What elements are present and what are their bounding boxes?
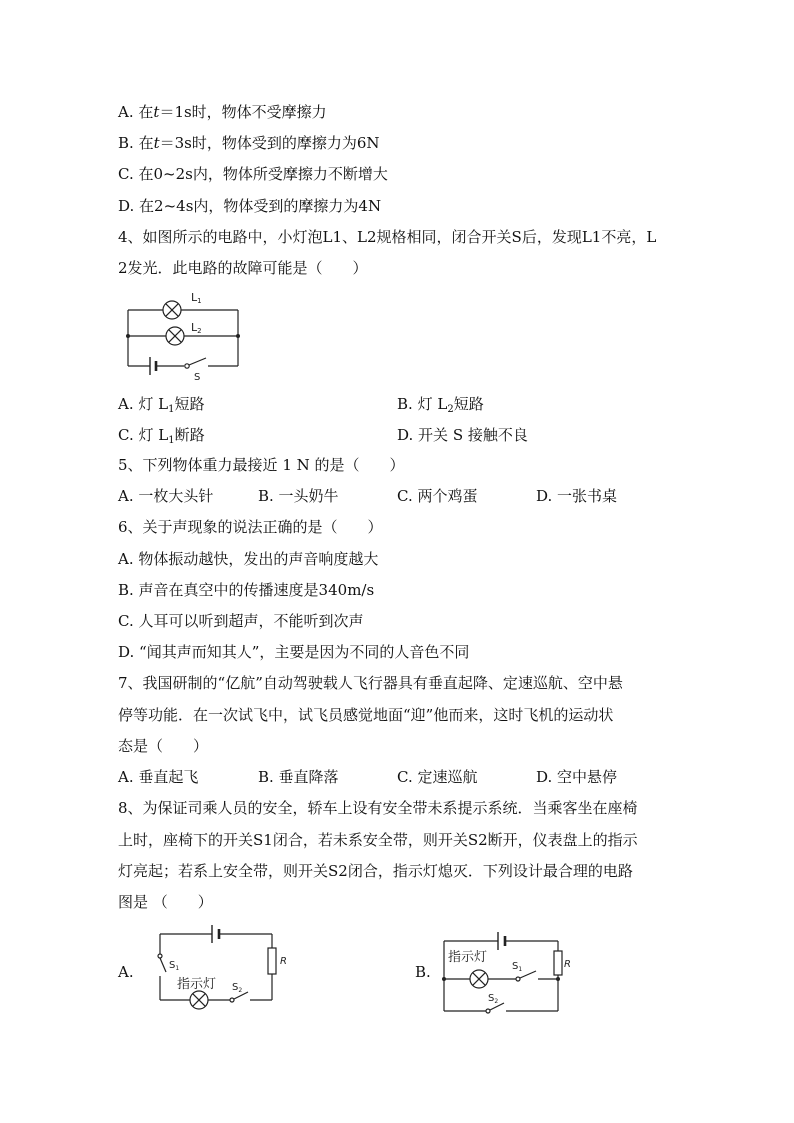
q6-option-a: A. 物体振动越快，发出的声音响度越大 xyxy=(118,550,379,568)
q8-stem-line3: 灯亮起；若系上安全带，则开关S2闭合，指示灯熄灭．下列设计最合理的电路 xyxy=(118,862,633,880)
q8-stem-line4: 图是 （ ） xyxy=(118,893,213,911)
svg-text:R: R xyxy=(564,959,571,970)
svg-text:S1: $S_1$ xyxy=(169,960,180,972)
q4-circuit-diagram xyxy=(118,286,248,382)
q6-option-c: C. 人耳可以听到超声，不能听到次声 xyxy=(118,612,364,630)
q7-option-d: D. 空中悬停 xyxy=(536,768,618,786)
svg-text:指示灯: 指示灯 xyxy=(448,950,488,965)
svg-text:指示灯: 指示灯 xyxy=(177,977,217,992)
svg-text:R: R xyxy=(280,956,287,967)
svg-text:L1: L1 xyxy=(191,291,202,305)
q4-stem-line1: 4、如图所示的电路中，小灯泡L1、L2规格相同，闭合开关S后，发现L1不亮，L xyxy=(118,228,657,246)
q6-stem: 6、关于声现象的说法正确的是（ ） xyxy=(118,518,383,536)
svg-text:S2: $S_2$ xyxy=(232,982,243,994)
q5-stem: 5、下列物体重力最接近 1 N 的是（ ） xyxy=(118,456,405,474)
q7-stem-line2: 停等功能．在一次试飞中，试飞员感觉地面“迎”他而来，这时飞机的运动状 xyxy=(118,706,614,724)
svg-text:S2: $S_2$ xyxy=(488,993,499,1005)
q7-option-b: B. 垂直降落 xyxy=(258,768,339,786)
q8-stem-line1: 8、为保证司乘人员的安全，轿车上设有安全带未系提示系统．当乘客坐在座椅 xyxy=(118,799,638,817)
q3-option-b: B. 在t＝3s时，物体受到的摩擦力为6N xyxy=(118,134,380,152)
q8-option-a-label: A. xyxy=(118,963,134,981)
q4-option-d: D. 开关 S 接触不良 xyxy=(397,426,528,444)
q8-stem-line2: 上时，座椅下的开关S1闭合，若未系安全带，则开关S2断开，仪表盘上的指示 xyxy=(118,831,638,849)
q6-option-b: B. 声音在真空中的传播速度是340m/s xyxy=(118,581,375,599)
q8-option-a-circuit xyxy=(150,920,290,1020)
q4-option-c: C. 灯 $L_1$断路 xyxy=(118,426,205,446)
q5-option-c: C. 两个鸡蛋 xyxy=(397,487,478,505)
q7-option-a: A. 垂直起飞 xyxy=(118,768,199,786)
q6-option-d: D. “闻其声而知其人”，主要是因为不同的人音色不同 xyxy=(118,643,470,661)
q4-option-a: A. 灯 $L_1$短路 xyxy=(118,395,205,415)
q4-stem-line2: 2发光．此电路的故障可能是（ ） xyxy=(118,259,368,277)
q5-option-a: A. 一枚大头针 xyxy=(118,487,214,505)
svg-text:S1: $S_1$ xyxy=(512,961,523,973)
svg-text:L2: L2 xyxy=(191,321,202,335)
q8-option-b-label: B. xyxy=(415,963,431,981)
q4-option-b: B. 灯 $L_2$短路 xyxy=(397,395,484,415)
q8-option-b-circuit xyxy=(440,925,580,1020)
q7-stem-line3: 态是（ ） xyxy=(118,737,209,755)
q5-option-d: D. 一张书桌 xyxy=(536,487,618,505)
q7-option-c: C. 定速巡航 xyxy=(397,768,478,786)
q5-option-b: B. 一头奶牛 xyxy=(258,487,339,505)
q3-option-c: C. 在0~2s内，物体所受摩擦力不断增大 xyxy=(118,165,388,183)
q3-option-d: D. 在2~4s内，物体受到的摩擦力为4N xyxy=(118,197,382,215)
svg-text:S: S xyxy=(194,372,201,382)
q3-option-a: A. 在t＝1s时，物体不受摩擦力 xyxy=(118,103,327,121)
q7-stem-line1: 7、我国研制的“亿航”自动驾驶载人飞行器具有垂直起降、定速巡航、空中悬 xyxy=(118,674,623,692)
